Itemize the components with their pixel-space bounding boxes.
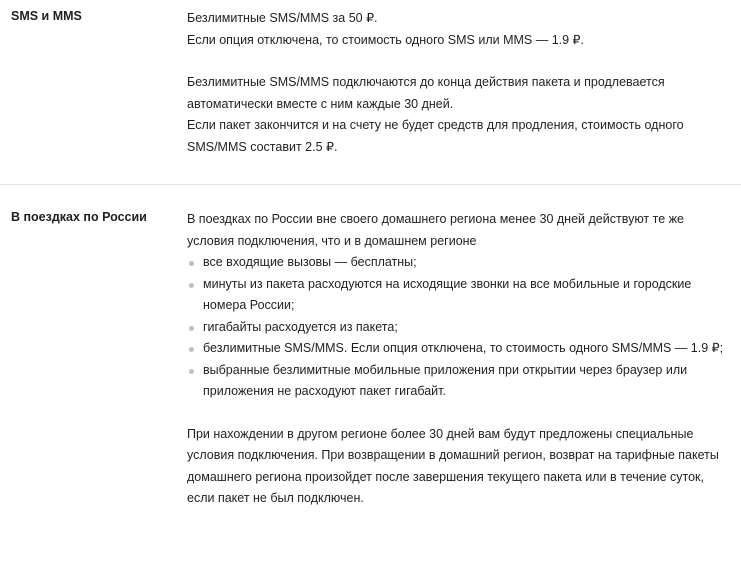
section-sms-mms (0, 0, 741, 158)
divider-spacer-bottom (0, 185, 741, 209)
section-label-sms-mms: SMS и MMS (11, 9, 82, 23)
sms-no-funds-line: Если пакет закончится и на счету не будет средств для продления, стоимость одного SMS/MMS составит 2.5 ₽. (187, 118, 684, 154)
travel-conditions-list (187, 252, 729, 403)
list-item: все входящие вызовы — бесплатны; (187, 252, 729, 274)
section-body-travel-russia (187, 209, 741, 510)
list-item: выбранные безлимитные мобильные приложения при открытии через браузер или приложения не расходуют пакет гигабайт. (187, 360, 729, 403)
section-label-travel-russia: В поездках по России (11, 210, 147, 224)
sms-renewal-line: Безлимитные SMS/MMS подключаются до конца действия пакета и продлевается автоматически вместе с ним каждые 30 дней. (187, 75, 665, 111)
divider-spacer-top (0, 158, 741, 184)
list-item: гигабайты расходуется из пакета; (187, 317, 729, 339)
list-item: безлимитные SMS/MMS. Если опция отключена, то стоимость одного SMS/MMS — 1.9 ₽; (187, 338, 729, 360)
travel-intro-text: В поездках по России вне своего домашнего региона менее 30 дней действуют те же условия подключения, что и в домашнем регионе (187, 212, 684, 248)
list-item: минуты из пакета расходуются на исходящие звонки на все мобильные и городские номера России; (187, 274, 729, 317)
sms-price-line: Безлимитные SMS/MMS за 50 ₽. (187, 11, 378, 25)
sms-option-off-line: Если опция отключена, то стоимость одного SMS или MMS — 1.9 ₽. (187, 32, 584, 47)
section-body-sms-mms (187, 8, 741, 158)
section-travel-russia (0, 209, 741, 510)
travel-outro-text: При нахождении в другом регионе более 30 дней вам будут предложены специальные условия подключения. При возвращении в домашний регион, возврат на тарифные пакеты домашнего региона произойдет после завершения текущего пакета или в течение суток, если пакет не был подключен. (187, 426, 719, 505)
